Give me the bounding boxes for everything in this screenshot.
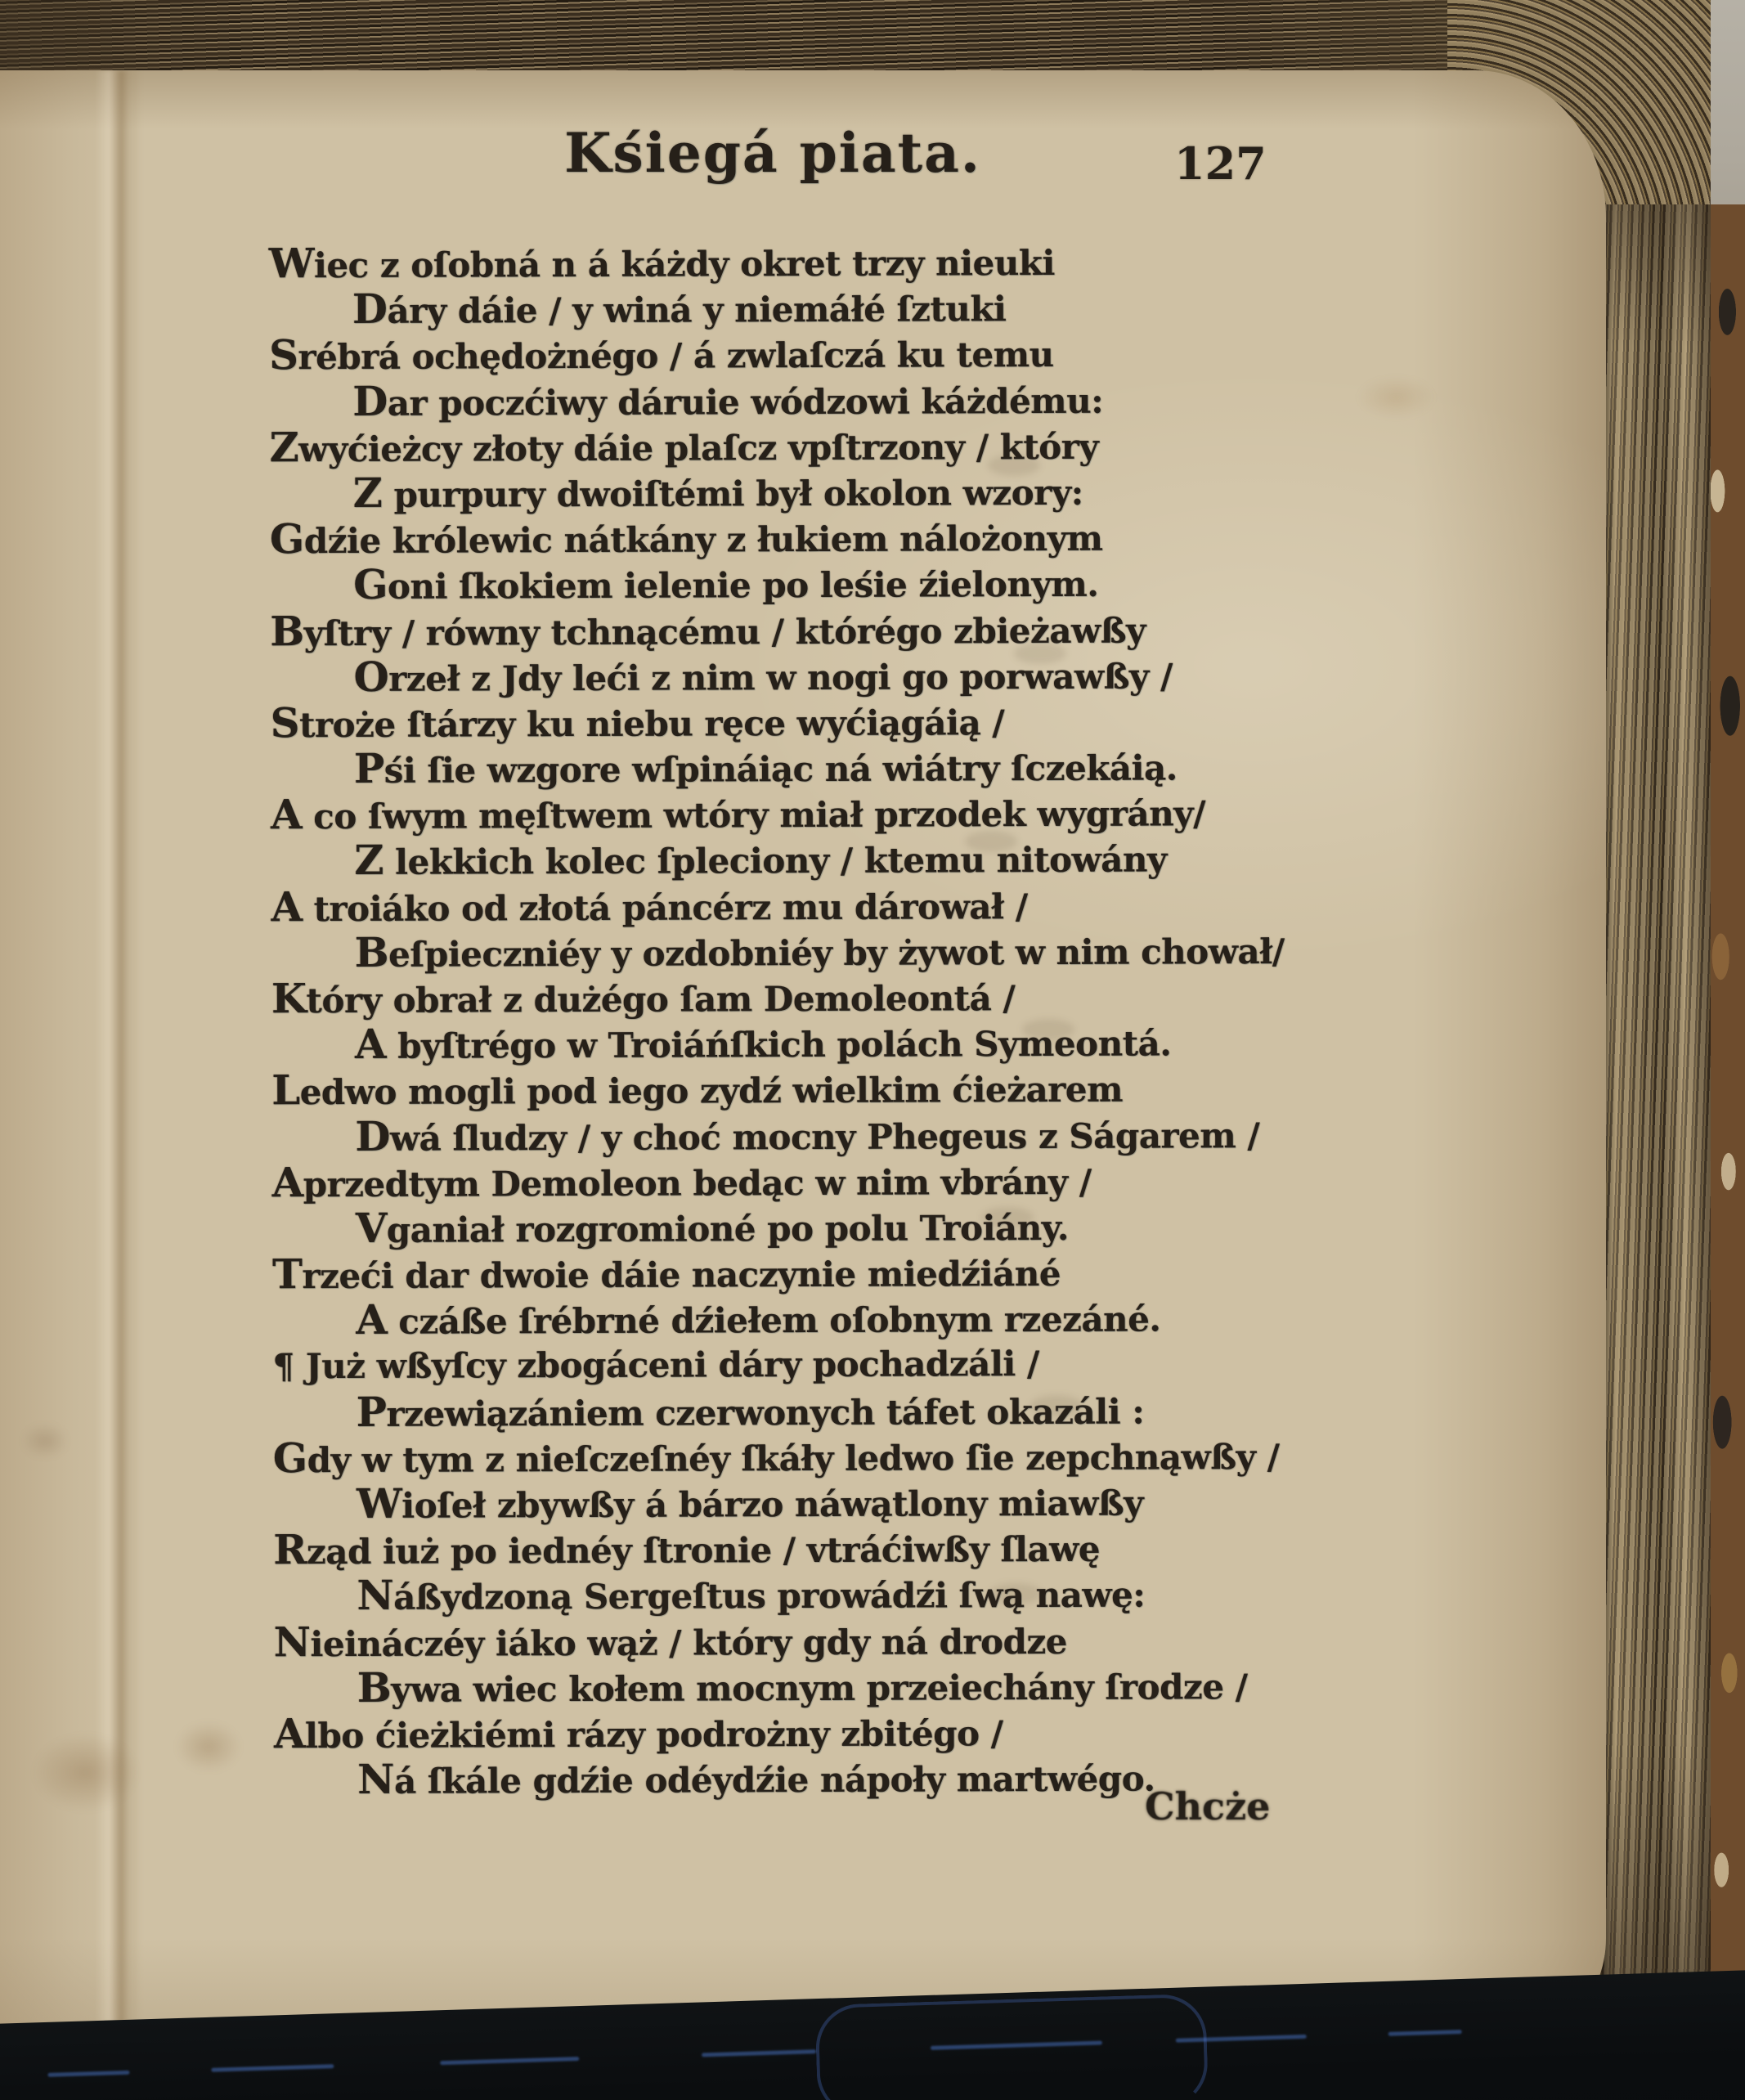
- poem-line: Vganiał rozgromioné po polu Troiány.: [355, 1203, 1070, 1252]
- reflection-streak: [211, 2064, 334, 2072]
- poem-line: Dáry dáie / y winá y niemáłé ſztuki: [352, 284, 1007, 334]
- poem-line: Z lekkich kolec ſpleciony / ktemu nitowány: [354, 836, 1167, 885]
- page-header: [270, 121, 1276, 185]
- poem-line: Pśi ſie wzgore wſpináiąc ná wiátry ſczekáią.: [353, 743, 1178, 793]
- poem-line: A byſtrégo w Troiáńſkich polách Symeontá.: [354, 1020, 1172, 1069]
- poem-line: Stroże ſtárzy ku niebu ręce wyćiągáią /: [270, 698, 1005, 747]
- poem-line: A troiáko od złotá páncérz mu dárował /: [271, 882, 1028, 931]
- poem-line: Z purpury dwoiſtémi był okolon wzory:: [352, 468, 1083, 517]
- poem-line: ¶ Już wßyſcy zbogáceni dáry pochadzáli /: [272, 1343, 1039, 1386]
- reflection-streak: [47, 2071, 129, 2077]
- stain: [21, 1423, 69, 1459]
- reflection-streak: [702, 2049, 816, 2057]
- poem-text: [269, 237, 1354, 1803]
- poem-line: Ná ſkále gdźie odéydźie nápoły martwégo.: [357, 1754, 1155, 1804]
- poem-line: Dwá ſludzy / y choć mocny Phegeus z Ságarem /: [355, 1111, 1260, 1160]
- poem-line: Byſtry / równy tchnącému / którégo zbieżawßy: [270, 606, 1146, 655]
- poem-line: Náßydzoną Sergeſtus prowádźi ſwą nawę:: [357, 1571, 1146, 1620]
- reflection-streak: [440, 2057, 579, 2065]
- poem-line: Orzeł z Jdy leći z nim w nogi go porwawßy /: [353, 652, 1173, 701]
- poem-line: Goni ſkokiem ielenie po leśie źielonym.: [353, 560, 1099, 609]
- reflection-arc: [814, 1994, 1209, 2100]
- top-page-edges: [0, 0, 1514, 79]
- poem-line: Ledwo mogli pod iego zydź wielkim ćieżarem: [271, 1066, 1124, 1115]
- catchword: Chcże: [1145, 1784, 1271, 1829]
- stain: [1357, 376, 1435, 419]
- poem-line: Beſpieczniéy y ozdobniéy by żywot w nim chował/: [354, 927, 1285, 976]
- poem-line: Gdźie królewic nátkány z łukiem nálożonym: [269, 514, 1103, 563]
- poem-line: Trzeći dar dwoie dáie naczynie miedźiáné: [271, 1250, 1061, 1299]
- running-title: Kśiegá piata.: [564, 121, 981, 185]
- poem-line: Przewiązániem czerwonych táfet okazáli :: [356, 1387, 1145, 1436]
- poem-line: Rząd iuż po iednéy ſtronie / vtráćiwßy ſlawę: [273, 1525, 1101, 1574]
- page-number: 127: [1174, 137, 1267, 190]
- fore-edge-pages: [1595, 204, 1711, 1991]
- poem-line: Wioſeł zbywßy á bárzo náwątlony miawßy: [356, 1479, 1144, 1528]
- reflection-streak: [1388, 2030, 1462, 2036]
- poem-line: Dar poczćiwy dáruie wódzowi káżdému:: [352, 376, 1104, 425]
- poem-line: Srébrá ochędożnégo / á zwlaſczá ku temu: [269, 330, 1054, 379]
- stain: [176, 1721, 241, 1772]
- poem-line: Zwyćieżcy złoty dáie plaſcz vpſtrzony / który: [269, 422, 1099, 472]
- poem-line: Gdy w tym z nieſczeſnéy ſkáły ledwo ſie zepchnąwßy /: [272, 1434, 1280, 1483]
- poem-line: Albo ćieżkiémi rázy podrożny zbitégo /: [273, 1709, 1003, 1758]
- poem-line: Wiec z oſobná n á káżdy okret trzy nieuki: [268, 239, 1055, 288]
- poem-line: Nieináczéy iáko wąż / który gdy ná drodze: [273, 1617, 1068, 1666]
- stain: [33, 1734, 139, 1811]
- marble-cover-edge: [1706, 204, 1745, 1995]
- poem-line: A co ſwym męſtwem wtóry miał przodek wygrány/: [271, 790, 1206, 839]
- poem-line: A czáße ſrébrné dźiełem oſobnym rzezáné.: [356, 1295, 1161, 1344]
- poem-line: Aprzedtym Demoleon bedąc w nim vbrány /: [271, 1157, 1092, 1207]
- poem-line: Który obrał z dużégo ſam Demoleontá /: [271, 974, 1016, 1023]
- book-page: [0, 70, 1606, 2053]
- poem-line: Bywa wiec kołem mocnym przeiechány ſrodze /: [357, 1662, 1248, 1712]
